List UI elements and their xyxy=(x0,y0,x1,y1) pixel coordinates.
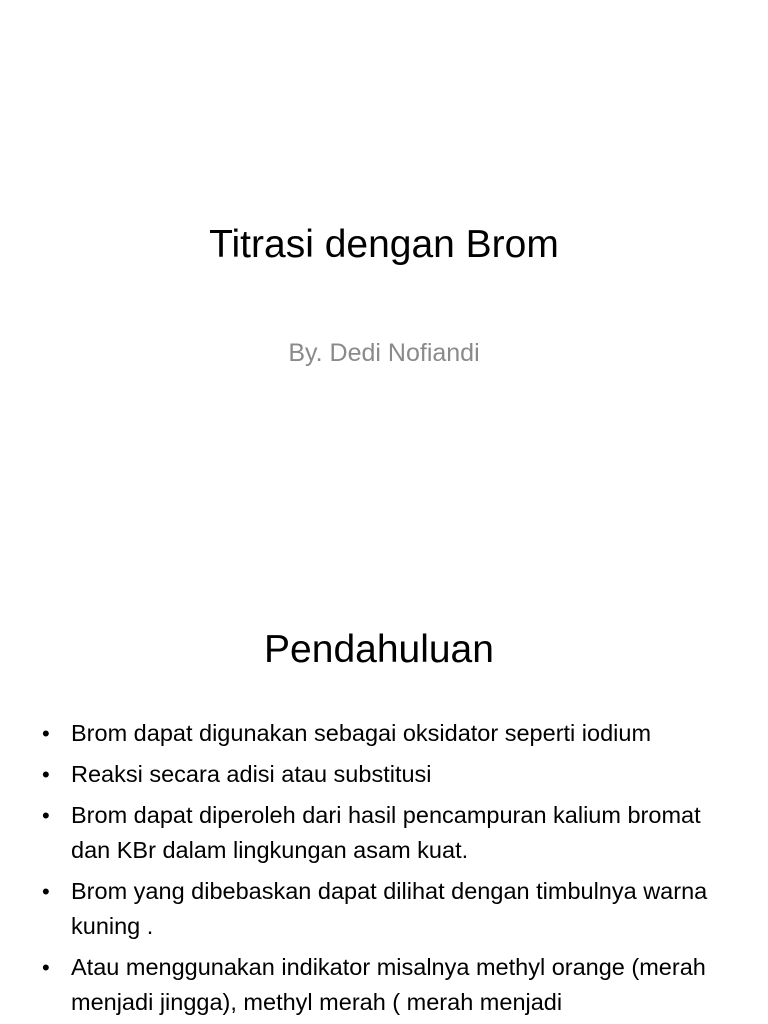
content-slide xyxy=(0,576,768,1024)
presentation-title: Titrasi dengan Brom xyxy=(209,223,559,266)
bullet-item xyxy=(38,874,738,944)
bullet-item xyxy=(38,798,738,868)
bullet-text: Brom yang dibebaskan dapat dilihat dengan timbulnya warna kuning . xyxy=(71,878,708,939)
bullet-icon: • xyxy=(42,955,50,980)
bullet-item xyxy=(38,757,738,792)
bullet-text: Reaksi secara adisi atau substitusi xyxy=(71,761,432,787)
bullet-icon: • xyxy=(42,721,50,746)
bullet-item xyxy=(38,716,738,751)
slide-heading: Pendahuluan xyxy=(264,628,494,671)
presentation-author: By. Dedi Nofiandi xyxy=(288,339,480,367)
bullet-icon: • xyxy=(42,762,50,787)
bullet-list xyxy=(38,716,738,1024)
bullet-icon: • xyxy=(42,803,50,828)
bullet-item xyxy=(38,950,738,1020)
bullet-text: Brom dapat digunakan sebagai oksidator seperti iodium xyxy=(71,720,652,746)
bullet-icon: • xyxy=(42,879,50,904)
bullet-text: Brom dapat diperoleh dari hasil pencampuran kalium bromat dan KBr dalam lingkungan asam kuat. xyxy=(71,802,701,863)
bullet-text: Atau menggunakan indikator misalnya methyl orange (merah menjadi jingga), methyl merah ( merah menjadi xyxy=(71,954,706,1015)
